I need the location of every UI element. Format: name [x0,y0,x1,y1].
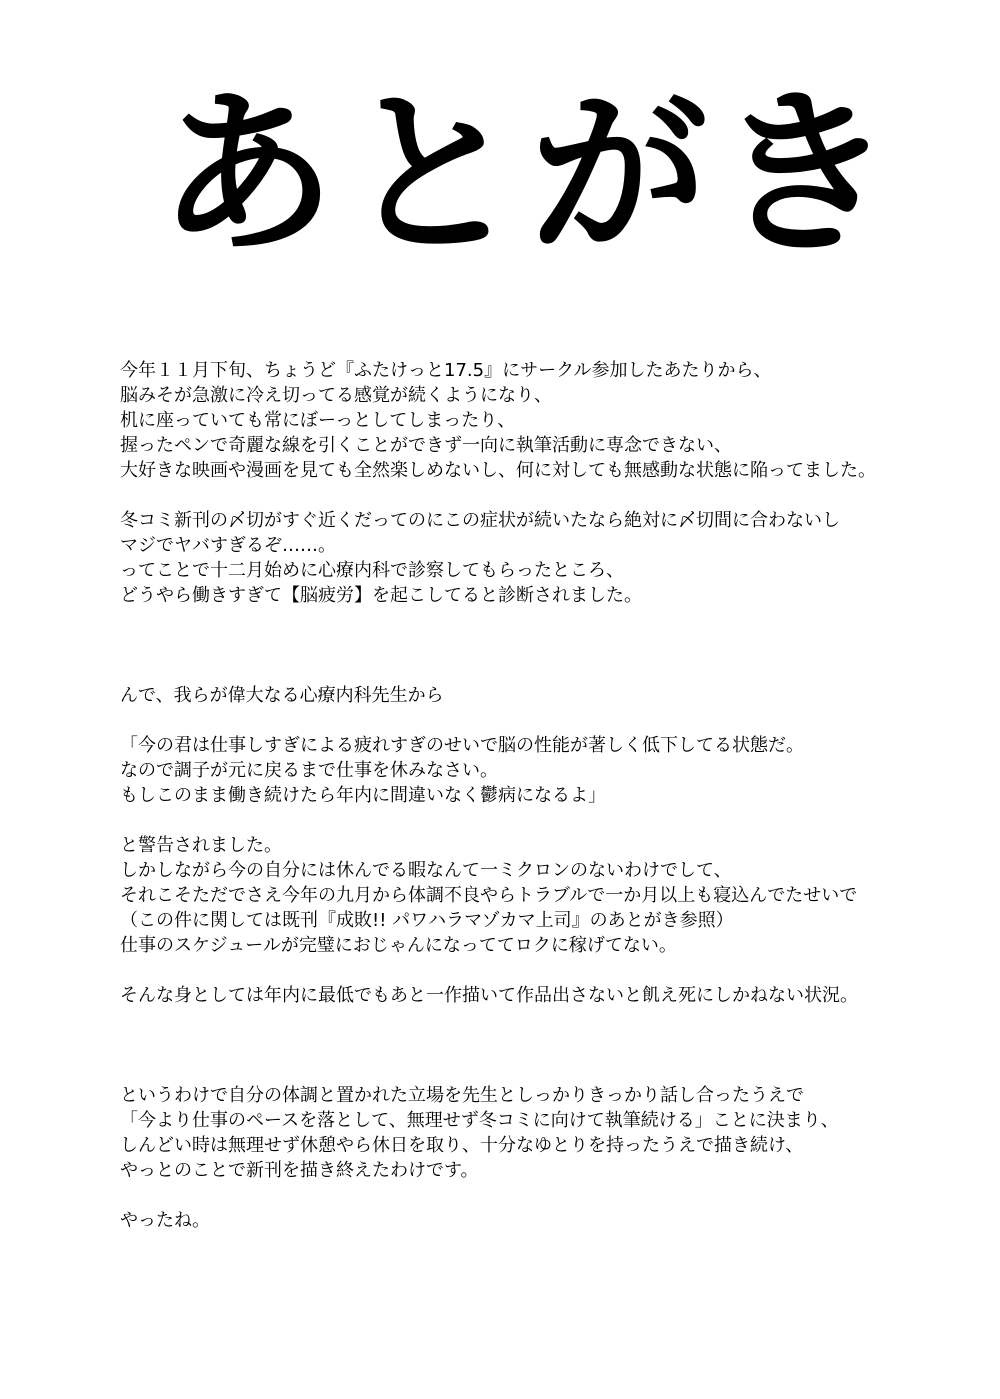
paragraph-onset [120,358,980,483]
text-line: もしこのまま働き続けたら年内に間違いなく鬱病になるよ」 [120,785,606,806]
text-line: やっとのことで新刊を描き終えたわけです。 [120,1160,479,1181]
text-line: 「今の君は仕事しすぎによる疲れすぎのせいで脳の性能が著しく低下してる状態だ。 [120,735,804,756]
text-line: しかしながら今の自分には休んでる暇なんて一ミクロンのないわけでして、 [120,860,732,881]
paragraph-decision [120,1083,980,1183]
section-gap [120,1008,980,1083]
text-line: しんどい時は無理せず休憩やら休日を取り、十分なゆとりを持ったうえで描き続け、 [120,1135,804,1156]
paragraph-doctor-intro [120,683,980,708]
text-line: やったね。 [120,1210,210,1231]
paragraph-diagnosis [120,508,980,608]
paragraph-closing [120,1208,980,1233]
text-line: 机に座っていても常にぼーっとしてしまったり、 [120,410,516,431]
text-line: マジでヤバすぎるぞ……。 [120,535,336,556]
paragraph-gap [120,808,980,833]
text-line: 握ったペンで奇麗な線を引くことができず一向に執筆活動に専念できない、 [120,435,732,456]
paragraph-gap [120,1183,980,1208]
text-line: 大好きな映画や漫画を見ても全然楽しめないし、何に対しても無感動な状態に陥ってました。 [120,460,876,481]
page-title: あとがき [158,71,902,278]
text-line: （この件に関しては既刊『成敗!! パワハラマゾカマ上司』のあとがき参照） [120,910,734,931]
text-line: 仕事のスケジュールが完璧におじゃんになっててロクに稼げてない。 [120,935,677,956]
text-line: 「今より仕事のペースを落として、無理せず冬コミに向けて執筆続ける」ことに決まり、 [120,1110,839,1131]
paragraph-gap [120,958,980,983]
text-line: と警告されました。 [120,835,282,856]
text-line: なので調子が元に戻るまで仕事を休みなさい。 [120,760,498,781]
text-line: 今年１１月下旬、ちょうど『ふたけっと17.5』にサークル参加したあたりから、 [120,360,772,381]
text-line: 冬コミ新刊の〆切がすぐ近くだってのにこの症状が続いたなら絶対に〆切間に合わないし [120,510,840,531]
text-line: というわけで自分の体調と置かれた立場を先生としっかりきっかり話し合ったうえで [120,1085,804,1106]
section-gap [120,608,980,683]
text-line: そんな身としては年内に最低でもあと一作描いて作品出さないと飢え死にしかねない状況。 [120,985,858,1006]
text-line: ってことで十二月始めに心療内科で診察してもらったところ、 [120,560,624,581]
text-line: それこそただでさえ今年の九月から体調不良やらトラブルで一か月以上も寝込んでたせいで [120,885,858,906]
paragraph-situation [120,983,980,1008]
text-line: どうやら働きすぎて【脳疲労】を起こしてると診断されました。 [120,585,642,606]
paragraph-gap [120,708,980,733]
paragraph-warning [120,833,980,958]
text-line: んで、我らが偉大なる心療内科先生から [120,685,444,706]
paragraph-doctor-quote [120,733,980,808]
text-line: 脳みそが急激に冷え切ってる感覚が続くようになり、 [120,385,552,406]
afterword-body [120,358,980,1233]
paragraph-gap [120,483,980,508]
